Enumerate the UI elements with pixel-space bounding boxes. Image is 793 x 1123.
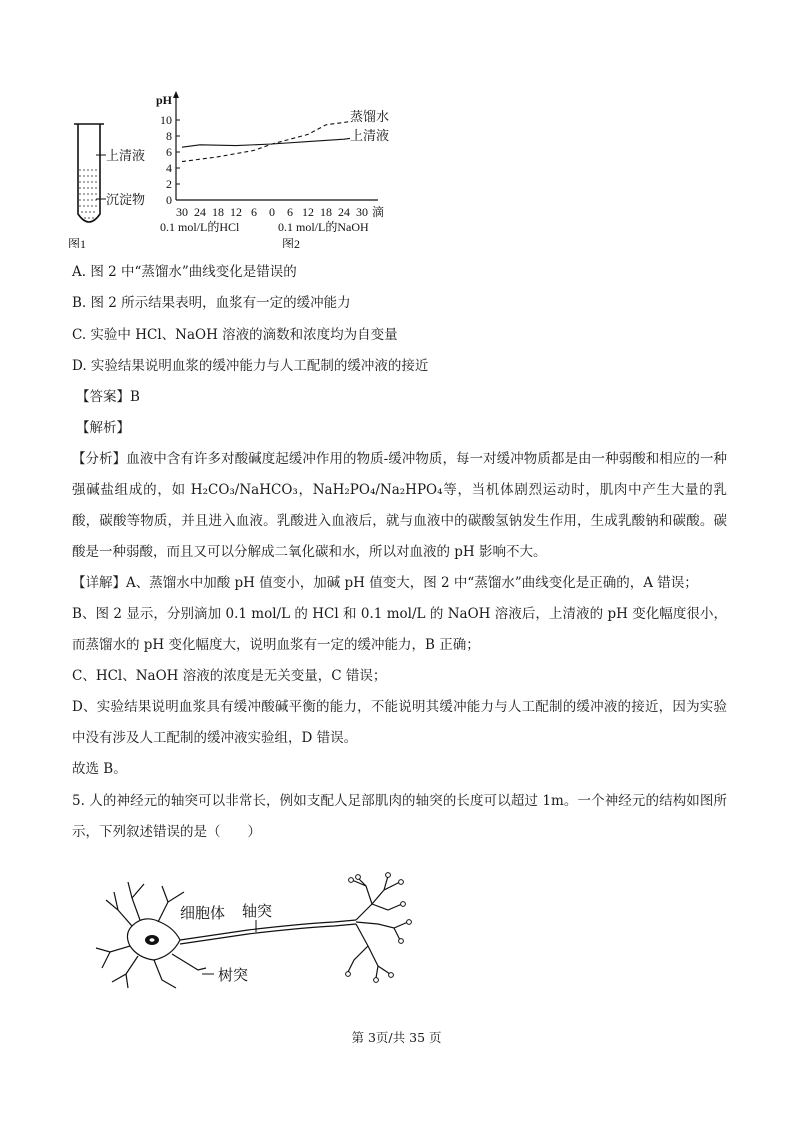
nucleolus [150, 938, 155, 942]
axon-label: 轴突 [242, 902, 273, 920]
cell-body-label: 细胞体 [180, 904, 226, 922]
x-tick-label: 18 [320, 205, 332, 219]
x-tick-label: 30 [176, 205, 188, 219]
detail-d: D、实验结果说明血浆具有缓冲酸碱平衡的能力，不能说明其缓冲能力与人工配制的缓冲液的接近，因为实验中没有涉及人工配制的缓冲液实验组，D 错误。 [72, 699, 727, 746]
y-tick-label: 2 [166, 177, 172, 191]
y-tick-label: 0 [166, 193, 172, 207]
x-tick-label: 6 [251, 205, 257, 219]
tube-bottom-label: 沉淀物 [106, 192, 146, 207]
dendrite-label: 树突 [218, 966, 249, 984]
y-tick-label: 6 [166, 145, 172, 159]
fig1-caption: 图1 [68, 237, 87, 248]
y-axis-arrow [173, 91, 179, 98]
y-tick-label: 10 [160, 113, 172, 127]
ph-figure [60, 88, 400, 248]
neuron-diagram [88, 870, 418, 990]
x-tick-label: 6 [287, 205, 293, 219]
analysis-paragraph: 【分析】血液中含有许多对酸碱度起缓冲作用的物质-缓冲物质，每一对缓冲物质都是由一种弱酸和相应的一种强碱盐组成的，如 H₂CO₃/NaHCO₃，NaH₂PO₄/Na₂HPO₄等，当机体剧烈运动时，肌肉中产生大量的乳酸，碳酸等物质，并且进入血液。乳酸进入血液后，就与血液中的碳酸氢钠发生作用，生成乳酸钠和碳酸。碳酸是一种弱酸，而且又可以分解成二氧化碳和水，所以对血液的 pH 影响不大。 [72, 451, 727, 560]
answer-value: B [130, 389, 140, 405]
page-footer: 第 3页/共 35 页 [351, 1030, 442, 1045]
question-5: 5. 人的神经元的轴突可以非常长，例如支配人足部肌肉的轴突的长度可以超过 1m。一个神经元的结构如图所示，下列叙述错误的是（ ） [72, 793, 727, 840]
x-tick-label: 0 [269, 205, 275, 219]
y-axis-label: pH [156, 93, 173, 107]
conclusion: 故选 B。 [72, 761, 127, 777]
neuron-drawing [96, 876, 408, 988]
x-unit-label: 滴 [372, 205, 385, 219]
detail-a: 【详解】A、蒸馏水中加酸 pH 值变小，加碱 pH 值变大，图 2 中“蒸馏水”曲线变化是正确的，A 错误； [72, 575, 698, 591]
ph-chart [156, 91, 389, 248]
x-tick-label: 12 [230, 205, 242, 219]
water-series-label: 蒸馏水 [350, 109, 390, 124]
ph-figure-svg [60, 88, 400, 248]
y-tick-label: 4 [166, 161, 172, 175]
water-series-line [182, 122, 350, 162]
option-a: A. 图 2 中“蒸馏水”曲线变化是错误的 [72, 264, 297, 280]
x-tick-label: 30 [356, 205, 368, 219]
option-c: C. 实验中 HCl、NaOH 溶液的滴数和浓度均为自变量 [72, 327, 398, 343]
fig2-caption: 图2 [282, 237, 301, 248]
x-tick-label: 12 [302, 205, 314, 219]
analysis-tag: 【解析】 [76, 420, 130, 436]
answer-line [76, 387, 140, 407]
neuron-svg [88, 870, 418, 990]
supernatant-series-label: 上清液 [350, 128, 390, 143]
answer-tag: 【答案】 [76, 389, 130, 405]
right-reagent-label: 0.1 mol/L的NaOH [278, 220, 369, 234]
left-reagent-label: 0.1 mol/L的HCl [160, 220, 240, 234]
option-b: B. 图 2 所示结果表明，血浆有一定的缓冲能力 [72, 295, 351, 311]
option-d: D. 实验结果说明血浆的缓冲能力与人工配制的缓冲液的接近 [72, 358, 429, 374]
test-tube-diagram [74, 124, 106, 222]
y-tick-label: 8 [166, 129, 172, 143]
detail-b: B、图 2 显示，分别滴加 0.1 mol/L 的 HCl 和 0.1 mol/L 的 NaOH 溶液后，上清液的 pH 变化幅度很小，而蒸馏水的 pH 变化幅度大，说明血浆有一定的缓冲能力，B 正确； [72, 606, 727, 653]
detail-c: C、HCl、NaOH 溶液的浓度是无关变量，C 错误； [72, 668, 387, 684]
x-tick-label: 24 [338, 205, 350, 219]
x-tick-label: 24 [194, 205, 206, 219]
tube-top-label: 上清液 [106, 148, 146, 163]
x-tick-label: 18 [212, 205, 224, 219]
